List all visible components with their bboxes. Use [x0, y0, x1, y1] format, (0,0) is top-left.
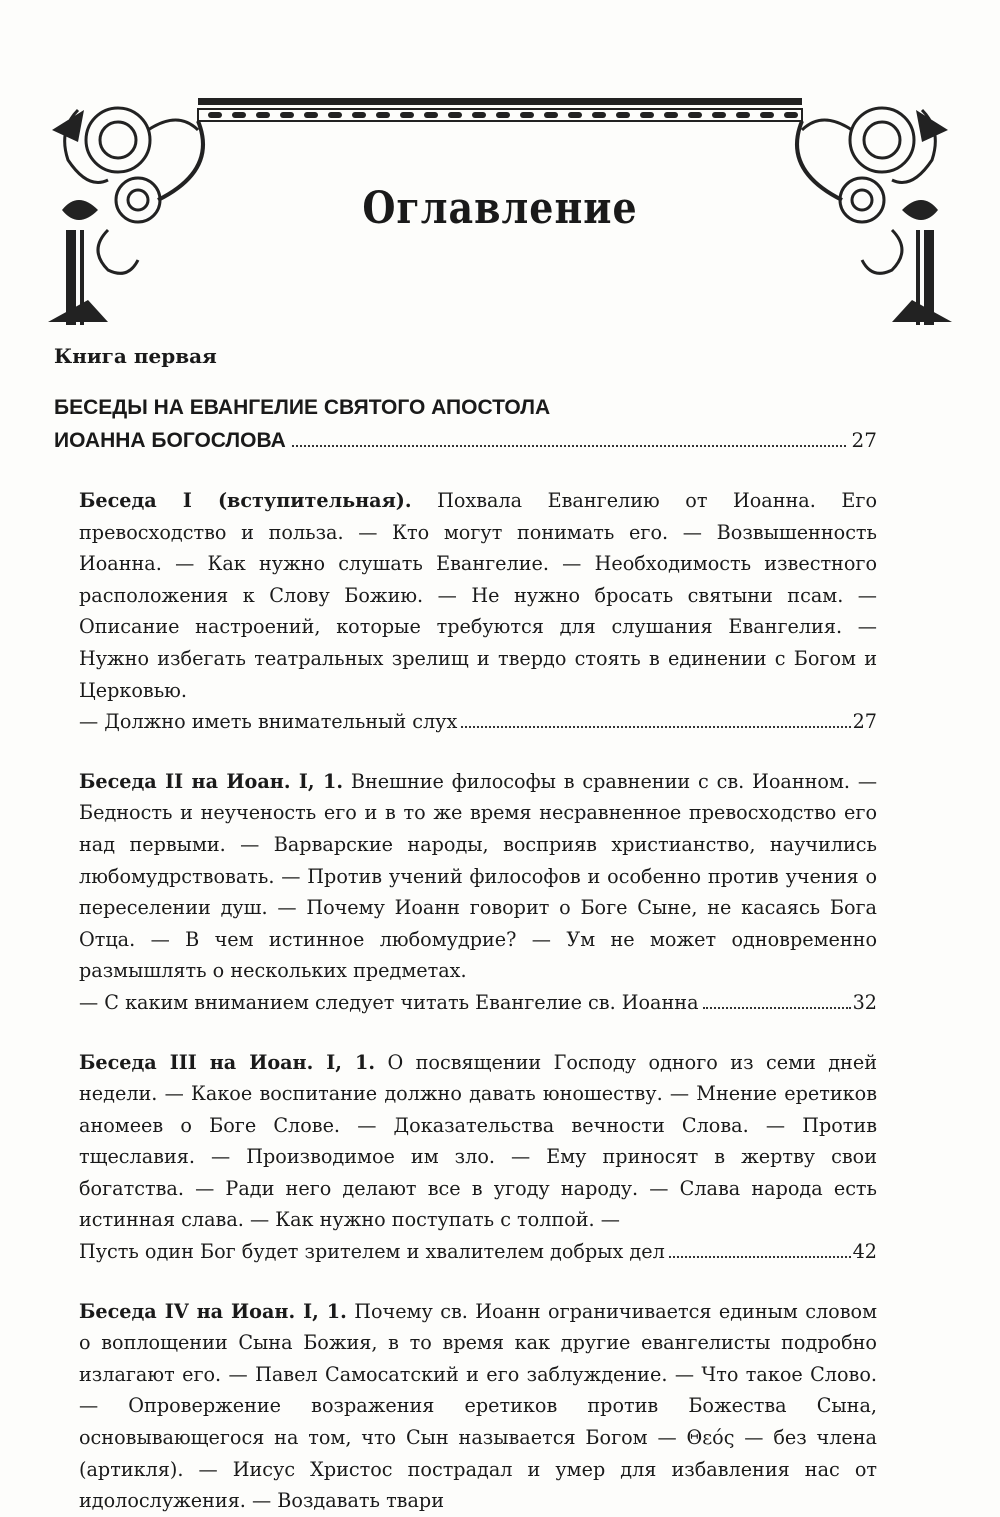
- entry-summary: Похвала Евангелию от Иоанна. Его превосходство и польза. — Кто могут понимать его. — Возвышенность Иоанна. — Как нужно слушать Евангелие. — Необходимость известного расположения к Слову Божию. — Не нужно бросать святыни псам. — Описание настроений, которые требуются для слушания Евангелия. — Нужно избегать театральных зрелищ и твердо стоять в единении с Богом и Церковью.: [79, 489, 877, 702]
- entry-summary: Внешние философы в сравнении с св. Иоанном. — Бедность и неученость его и в то же время несравненное превосходство его над первыми. — Варварские народы, восприяв христианство, научились любомудрствовать. — Против учений философов и особенно против учения о переселении душ. — Почему Иоанн говорит о Боге Сыне, не касаясь Бога Отца. — В чем истинное любомудрие? — Ум не может одновременно размышлять о нескольких предметах.: [79, 769, 878, 983]
- section-heading-line1: БЕСЕДЫ НА ЕВАНГЕЛИЕ СВЯТОГО АПОСТОЛА: [54, 396, 551, 419]
- entry-title: Беседа IV на Иоан. I, 1.: [79, 1299, 347, 1323]
- section-page-number: 27: [851, 428, 877, 452]
- entry-title: Беседа I (вступительная).: [79, 489, 412, 512]
- entry-summary-end: Пусть один Бог будет зрителем и хвалителем добрых дел: [79, 1240, 665, 1264]
- entry-page-number: 32: [852, 990, 877, 1014]
- entry-summary-end: — Должно иметь внимательный слух: [79, 710, 458, 734]
- toc-content: [54, 344, 877, 1517]
- entry-page-number: 27: [852, 710, 877, 734]
- dot-leader: [461, 726, 850, 728]
- dot-leader: [292, 445, 846, 447]
- section-heading[interactable]: [54, 392, 877, 457]
- toc-entry-3[interactable]: [79, 1047, 877, 1268]
- entry-title: Беседа III на Иоан. I, 1.: [79, 1050, 376, 1074]
- toc-entry-2[interactable]: [79, 766, 877, 1019]
- entry-summary: О посвящении Господу одного из семи дней недели. — Какое воспитание должно давать юношеству. — Мнение еретиков аномеев о Боге Слове. — Доказательства вечности Слова. — Против тщеславия. — Производимое им зло. — Ему приносят в жертву свои богатства. — Ради него делают все в угоду народу. — Слава народа есть истинная слава. — Как нужно поступать с толпой. —: [79, 1050, 877, 1232]
- entry-page-number: 42: [852, 1240, 877, 1264]
- entry-title: Беседа II на Иоан. I, 1.: [79, 769, 344, 793]
- dot-leader: [703, 1007, 851, 1009]
- entry-summary-end: — С каким вниманием следует читать Евангелие св. Иоанна: [79, 990, 699, 1014]
- entry-summary: Почему св. Иоанн ограничивается единым словом о воплощении Сына Божия, в то время как другие евангелисты подробно излагают его. — Павел Самосатский и его заблуждение. — Что такое Слово. — Опровержение возражения еретиков против Божества Сына, основывающегося на том, что Сын называется Богом — Θεός — без члена (артикля). — Иисус Христос пострадал и умер для избавления нас от идолослужения. — Воздавать твари: [79, 1299, 878, 1513]
- book-label: Книга первая: [54, 344, 217, 368]
- dot-leader: [669, 1256, 851, 1258]
- section-heading-line2: ИОАННА БОГОСЛОВА: [54, 429, 286, 452]
- toc-entry-4[interactable]: [79, 1296, 877, 1517]
- page-title: Оглавление: [362, 181, 638, 234]
- toc-entry-1[interactable]: [79, 485, 877, 738]
